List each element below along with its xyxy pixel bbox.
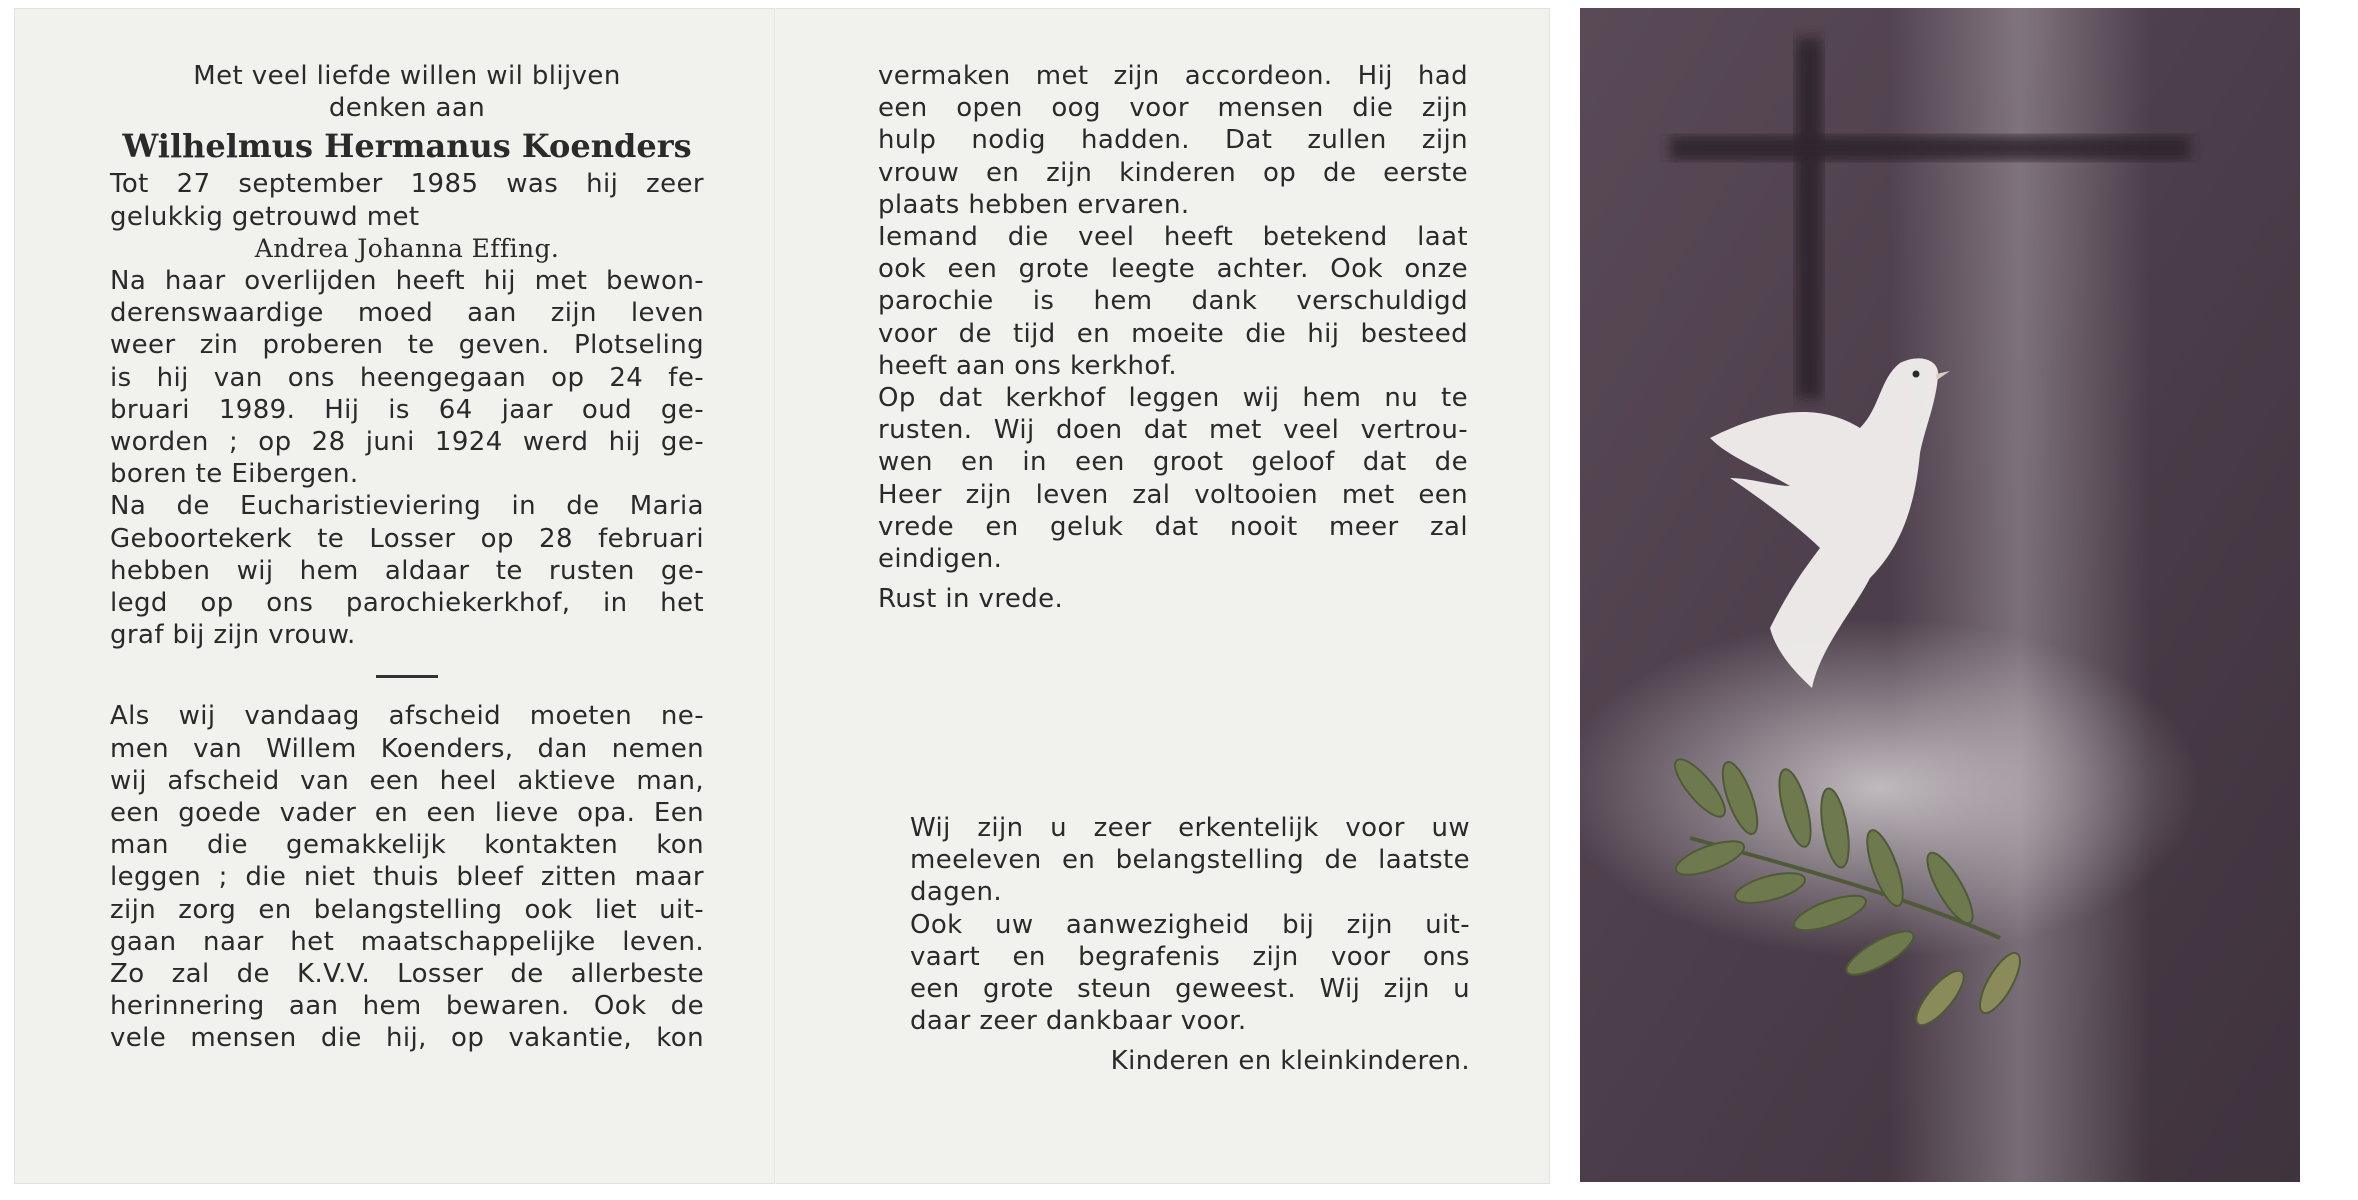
- text-line: Ook uw aanwezigheid bij zijn uit-: [910, 909, 1470, 940]
- text-line: wen en in een groot geloof dat de: [878, 447, 1468, 478]
- paragraph-life: [110, 265, 704, 490]
- light-glow: [1580, 618, 2200, 958]
- text-line: derenswaardige moed aan zijn leven: [110, 298, 704, 329]
- text-line: zijn zorg en belangstelling ook liet uit-: [110, 894, 704, 925]
- text-line: herinnering aan hem bewaren. Ook de: [110, 991, 704, 1022]
- paragraph-funeral: [110, 490, 704, 651]
- married-line-2: gelukkig getrouwd met: [110, 201, 420, 232]
- text-line: wij afscheid van een heel aktieve man,: [110, 765, 704, 796]
- text-line: een open oog voor mensen die zijn: [878, 93, 1468, 124]
- memorial-card-text: [14, 8, 1550, 1184]
- text-line: Na de Eucharistieviering in de Maria: [110, 491, 704, 522]
- paragraph-burial: [878, 382, 1468, 575]
- text-line: vrede en geluk dat nooit meer zal: [878, 511, 1468, 542]
- text-line: Als wij vandaag afscheid moeten ne-: [110, 701, 704, 732]
- memorial-picture: [1580, 8, 2300, 1182]
- text-line: vrouw en zijn kinderen op de eerste: [878, 157, 1468, 188]
- painting: [1580, 8, 2300, 1182]
- deceased-name: Wilhelmus Hermanus Koenders: [122, 127, 692, 166]
- text-line: Iemand die veel heeft betekend laat: [878, 222, 1468, 253]
- text-line: worden ; op 28 juni 1924 werd hij ge-: [110, 427, 704, 458]
- married-line-1: Tot 27 september 1985 was hij zeer: [110, 169, 704, 200]
- card-fold: [774, 8, 776, 1184]
- text-line: men van Willem Koenders, dan nemen: [110, 733, 704, 764]
- text-line: Na haar overlijden heeft hij met bewon-: [110, 266, 704, 297]
- text-line: boren te Eibergen.: [110, 459, 359, 490]
- text-line: rusten. Wij doen dat met veel vertrou-: [878, 415, 1468, 446]
- right-column: [878, 60, 1468, 615]
- intro-line-2: denken aan: [328, 93, 486, 124]
- text-line: hulp nodig hadden. Dat zullen zijn: [878, 125, 1468, 156]
- text-line: Heer zijn leven zal voltooien met een: [878, 479, 1468, 510]
- text-line: hebben wij hem aldaar te rusten ge-: [110, 555, 704, 586]
- paragraph-accordeon: [878, 60, 1468, 221]
- text-line: een grote steun geweest. Wij zijn u: [910, 974, 1470, 1005]
- text-line: gaan naar het maatschappelijke leven.: [110, 926, 704, 957]
- paragraph-farewell: [110, 700, 704, 1054]
- spouse-name: Andrea Johanna Effing.: [254, 233, 560, 263]
- text-line: vaart en begrafenis zijn voor ons: [910, 941, 1470, 972]
- text-line: bruari 1989. Hij is 64 jaar oud ge-: [110, 394, 704, 425]
- signature: Kinderen en kleinkinderen.: [1110, 1046, 1470, 1077]
- paragraph-parish: [878, 221, 1468, 382]
- text-line: heeft aan ons kerkhof.: [878, 350, 1178, 381]
- text-line: daar zeer dankbaar voor.: [910, 1006, 1247, 1037]
- rest-in-peace: Rust in vrede.: [878, 584, 1064, 615]
- text-line: Wij zijn u zeer erkentelijk voor uw: [910, 813, 1470, 843]
- text-line: Op dat kerkhof leggen wij hem nu te: [878, 383, 1468, 414]
- text-line: dagen.: [910, 877, 1003, 908]
- text-line: vele mensen die hij, op vakantie, kon: [110, 1023, 704, 1054]
- text-line: Zo zal de K.V.V. Losser de allerbeste: [110, 959, 704, 990]
- thanks-block: [910, 812, 1470, 1078]
- text-line: eindigen.: [878, 544, 1003, 575]
- text-line: is hij van ons heengegaan op 24 fe-: [110, 362, 704, 393]
- text-line: graf bij zijn vrouw.: [110, 620, 356, 651]
- text-line: man die gemakkelijk kontakten kon: [110, 830, 704, 861]
- text-line: leggen ; die niet thuis bleef zitten maar: [110, 862, 704, 893]
- text-line: plaats hebben ervaren.: [878, 189, 1190, 220]
- divider: [376, 675, 438, 678]
- intro-line-1: Met veel liefde willen wil blijven: [193, 61, 621, 91]
- text-line: Geboortekerk te Losser op 28 februari: [110, 523, 704, 554]
- text-line: meeleven en belangstelling de laatste: [910, 845, 1470, 876]
- left-column: [110, 60, 704, 1055]
- text-line: weer zin proberen te geven. Plotseling: [110, 330, 704, 361]
- text-line: legd op ons parochiekerkhof, in het: [110, 588, 704, 619]
- text-line: parochie is hem dank verschuldigd: [878, 286, 1468, 317]
- text-line: vermaken met zijn accordeon. Hij had: [878, 61, 1468, 91]
- text-line: een goede vader en een lieve opa. Een: [110, 798, 704, 829]
- text-line: voor de tijd en moeite die hij besteed: [878, 318, 1468, 349]
- text-line: ook een grote leegte achter. Ook onze: [878, 254, 1468, 285]
